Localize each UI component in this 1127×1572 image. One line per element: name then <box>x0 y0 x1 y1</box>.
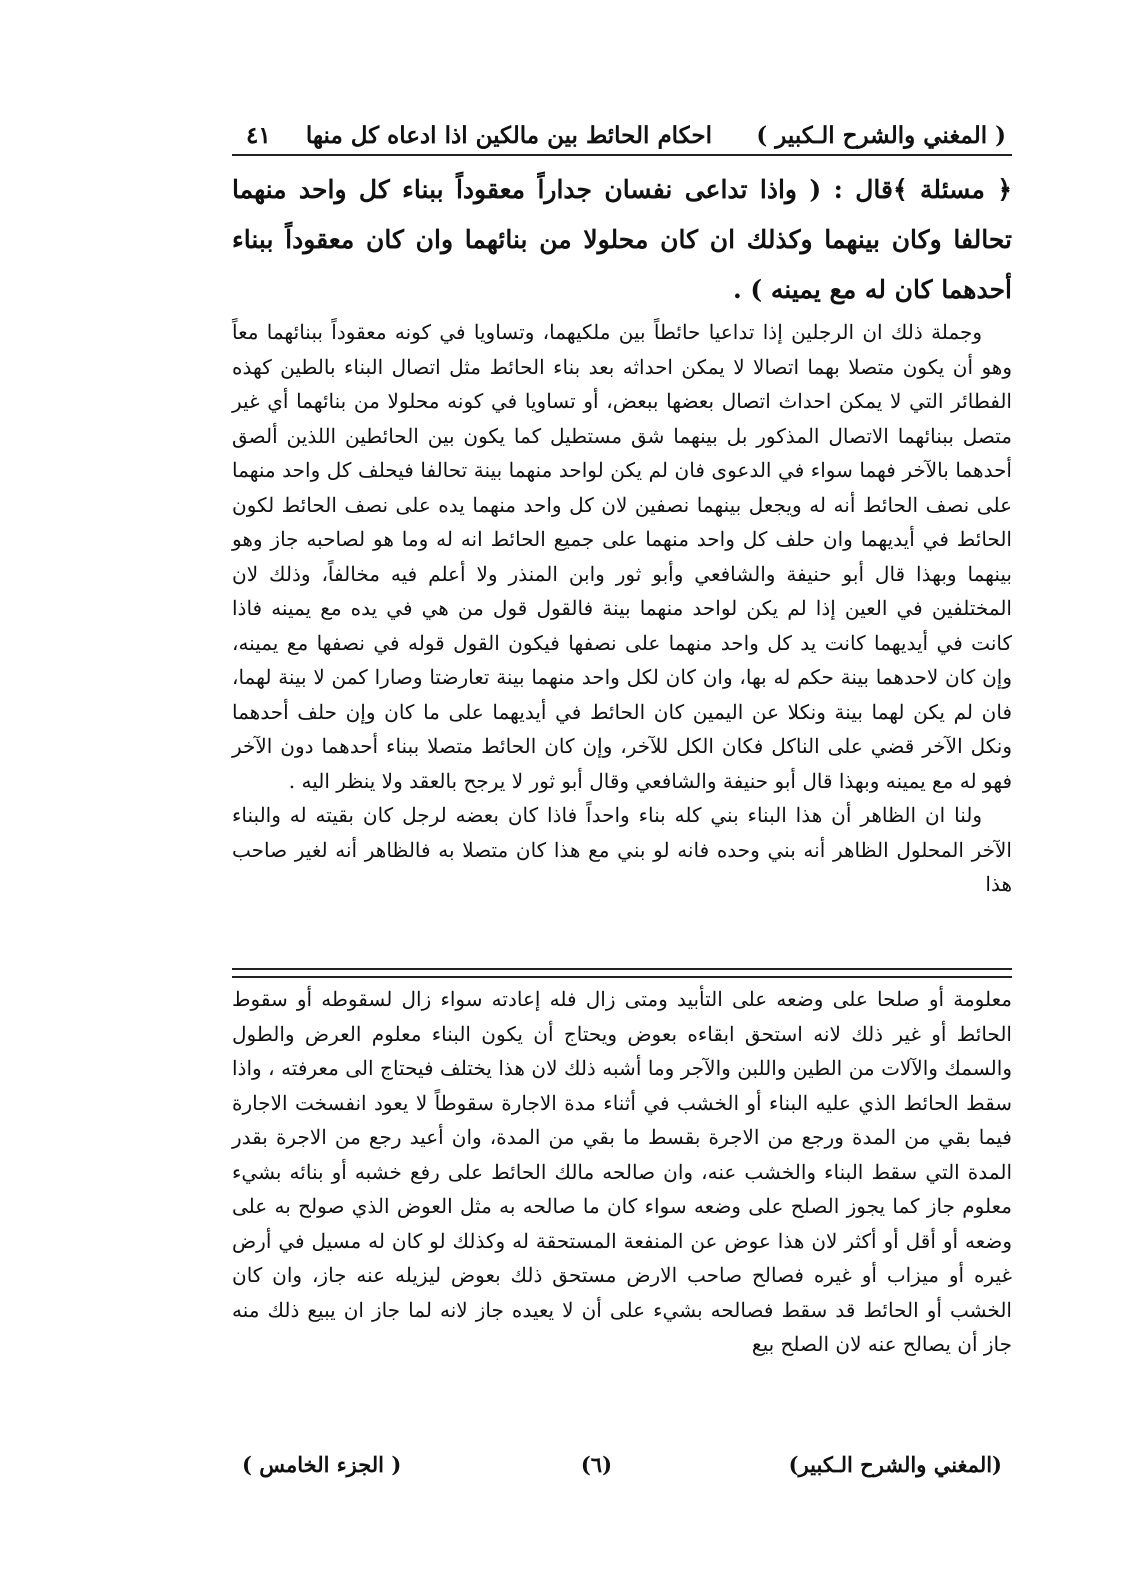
book-page <box>232 110 1012 1490</box>
footer-volume: ( الجزء الخامس ) <box>242 1452 402 1477</box>
page-number: ٤١ <box>246 122 271 149</box>
footnote-separator <box>232 968 1012 978</box>
header-book-title: ( المغني والشرح الـكبير ) <box>756 122 1006 149</box>
page-header <box>232 120 1012 156</box>
masala-statement <box>232 165 1012 315</box>
commentary-paragraph-2: ولنا ان الظاهر أن هذا البناء بني كله بناء واحداً فاذا كان بعضه لرجل كان بقيته له والبناء الآخر المحلول الظاهر أنه بني وحده فانه لو بني مع هذا كان متصلا به فالظاهر أنه لغير صاحب هذا <box>232 803 1012 896</box>
footnote-text: معلومة أو صلحا على وضعه على التأبيد ومتى زال فله إعادته سواء زال لسقوطه أو سقوط الحائط أو غير ذلك لانه استحق ابقاءه بعوض ويحتاج أن يكون البناء معلوم العرض والطول والسمك والآلات من الطين واللبن والآجر وما أشبه ذلك لان هذا يختلف فيحتاج الى معرفته ، واذا سقط الحائط الذي عليه البناء أو الخشب في أثناء مدة الاجارة سقوطاً لا يعود انفسخت الاجارة فيما بقي من المدة ورجع من الاجرة بقسط ما بقي من المدة، وان أعيد رجع من الاجرة بقدر المدة التي سقط البناء والخشب عنه، وان صالحه مالك الحائط على رفع خشبه أو بنائه بشيء معلوم جاز كما يجوز الصلح على وضعه سواء كان ما صالحه به مثل العوض الذي صولح به على وضعه أو أقل أو أكثر لان هذا عوض عن المنفعة المستحقة له وكذلك لو كان له مسيل في أرض غيره أو ميزاب أو غيره فصالح صاحب الارض مستحق ذلك بعوض ليزيله عنه جاز، وان كان الخشب أو الحائط قد سقط فصالحه بشيء على أن لا يعيده جاز لانه لما جاز ان يبيع ذلك منه جاز أن يصالح عنه لان الصلح بيع <box>232 987 1012 1356</box>
footer-signature-number: (٦) <box>580 1452 612 1477</box>
masala-text: قال : ( واذا تداعى نفسان جداراً معقوداً ببناء كل واحد منهما تحالفا وكان بينهما وكذلك ان كان محلولا من بنائهما وان كان معقوداً ببناء أحدهما كان له مع يمينه ) . <box>232 175 1012 304</box>
footer-book-title: (المغني والشرح الـكبير) <box>788 1452 1002 1477</box>
masala-label: ﴿ مسئلة ﴾ <box>892 175 1012 204</box>
header-rule <box>232 154 1012 156</box>
page-footer <box>232 1452 1012 1486</box>
commentary-paragraph-1: وجملة ذلك ان الرجلين إذا تداعيا حائطاً بين ملكيهما، وتساويا في كونه معقوداً ببنائهما معاً وهو أن يكون متصلا بهما اتصالا لا يمكن احداثه بعد بناء الحائط مثل اتصال البناء بالطين كهذه الفطائر التي لا يمكن احداث اتصال بعضها ببعض، أو تساويا في كونه محلولا من بنائهما أي غير متصل ببنائهما الاتصال المذكور بل بينهما شق مستطيل كما يكون بين الحائطين اللذين ألصق أحدهما بالآخر فهما سواء في الدعوى فان لم يكن لواحد منهما بينة تحالفا فيحلف كل واحد منهما على نصف الحائط أنه له ويجعل بينهما نصفين لان كل واحد منهما يده على نصف الحائط لكون الحائط في أيديهما وان حلف كل واحد منهما على جميع الحائط انه له وما هو لصاحبه جاز وهو بينهما وبهذا قال أبو حنيفة والشافعي وأبو ثور وابن المنذر ولا أعلم فيه مخالفاً، وذلك لان المختلفين في العين إذا لم يكن لواحد منهما بينة فالقول قول من هي في يده مع يمينه فاذا كانت في أيديهما كانت يد كل واحد منهما على نصفها فيكون القول قوله في نصفها مع يمينه، وإن كان لاحدهما بينة حكم له بها، وان كان لكل واحد منهما بينة تعارضتا وصارا كمن لا بينة لهما، فان لم يكن لهما بينة ونكلا عن اليمين كان الحائط في أيديهما على ما كان وإن حلف أحدهما ونكل الآخر قضي على الناكل فكان الكل للآخر، وإن كان الحائط متصلا ببناء أحدهما دون الآخر فهو له مع يمينه وبهذا قال أبو حنيفة والشافعي وقال أبو ثور لا يرجح بالعقد ولا ينظر اليه . <box>232 320 1012 793</box>
header-section-title: احكام الحائط بين مالكين اذا ادعاه كل منها <box>305 122 712 149</box>
main-text <box>232 165 1012 902</box>
